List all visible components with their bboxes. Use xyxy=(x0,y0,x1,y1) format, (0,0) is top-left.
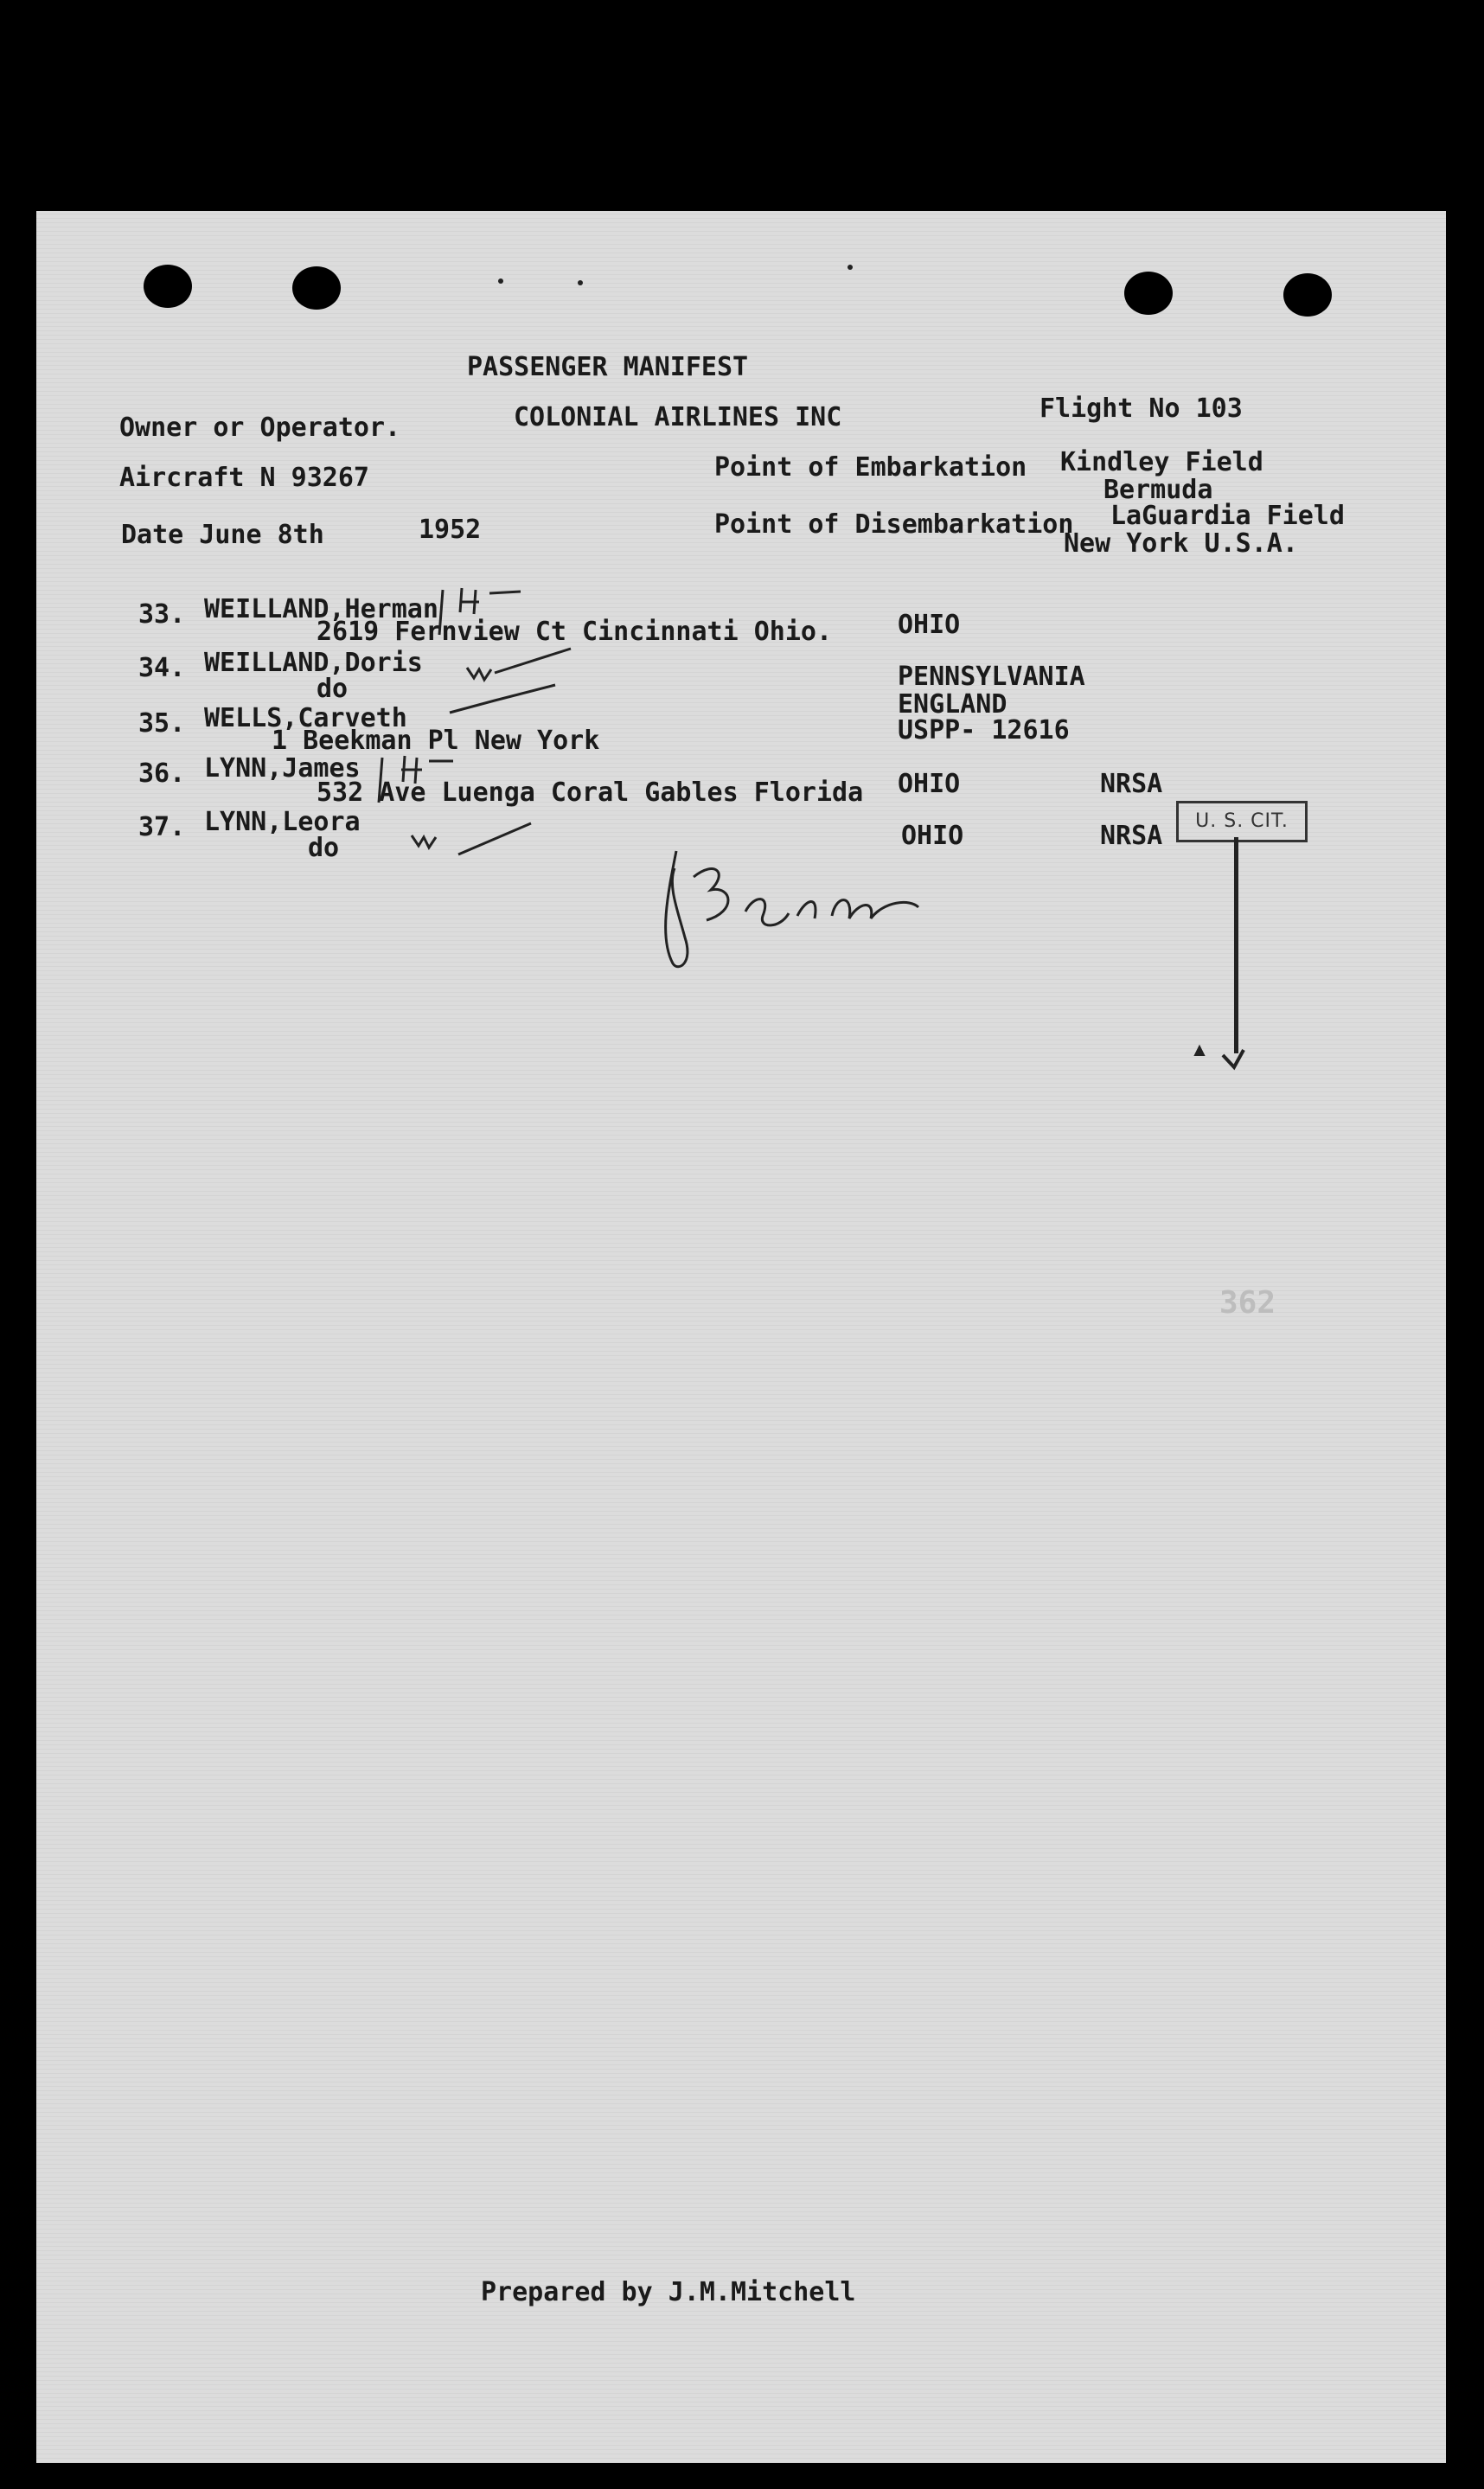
passenger-name: LYNN,James xyxy=(204,753,361,784)
passenger-state: OHIO xyxy=(901,821,964,851)
faint-page-number: 362 xyxy=(1219,1285,1276,1321)
passenger-state: ENGLAND xyxy=(898,689,1007,720)
aircraft: Aircraft N 93267 xyxy=(119,463,369,493)
owner-label: Owner or Operator. xyxy=(119,413,401,443)
passenger-number: 36. xyxy=(138,758,186,789)
flight-number: Flight No 103 xyxy=(1039,394,1243,424)
date-year: 1952 xyxy=(419,515,482,545)
disembarkation-value-2: New York U.S.A. xyxy=(1064,528,1298,559)
embarkation-value-2: Bermuda xyxy=(1103,475,1213,505)
disembarkation-value: LaGuardia Field xyxy=(1110,501,1345,531)
passenger-name: WEILLAND,Doris xyxy=(204,648,423,678)
date: Date June 8th xyxy=(121,520,324,550)
manifest-title: PASSENGER MANIFEST xyxy=(467,352,749,382)
embarkation-label: Point of Embarkation xyxy=(714,452,1027,483)
passenger-number: 37. xyxy=(138,812,186,842)
passenger-number: 33. xyxy=(138,599,186,630)
passenger-number: 34. xyxy=(138,653,186,683)
manifest-sheet xyxy=(36,211,1446,2463)
passenger-address: do xyxy=(308,833,340,863)
passenger-address: 2619 Fernview Ct Cincinnati Ohio. xyxy=(317,617,833,647)
passenger-address: 1 Beekman Pl New York xyxy=(272,726,600,756)
passenger-number: 35. xyxy=(138,708,186,739)
passenger-code: NRSA xyxy=(1100,769,1163,799)
passport-number: USPP- 12616 xyxy=(898,715,1070,745)
handwritten-signature xyxy=(633,834,1014,1024)
passenger-state: PENNSYLVANIA xyxy=(898,662,1085,692)
passenger-name: WELLS,Carveth xyxy=(204,703,407,733)
passenger-address: 532 Ave Luenga Coral Gables Florida xyxy=(317,777,864,808)
passenger-name: WEILLAND,Herman xyxy=(204,594,438,624)
passenger-code: NRSA xyxy=(1100,821,1163,851)
prepared-by: Prepared by J.M.Mitchell xyxy=(481,2277,856,2307)
passenger-name: LYNN,Leora xyxy=(204,807,361,837)
passenger-address: do xyxy=(317,674,349,704)
embarkation-value: Kindley Field xyxy=(1060,447,1263,477)
passenger-state: OHIO xyxy=(898,610,961,640)
us-citizen-stamp: U. S. CIT. xyxy=(1176,801,1308,842)
disembarkation-label: Point of Disembarkation xyxy=(714,509,1074,540)
passenger-state: OHIO xyxy=(898,769,961,799)
owner-value: COLONIAL AIRLINES INC xyxy=(514,402,842,432)
